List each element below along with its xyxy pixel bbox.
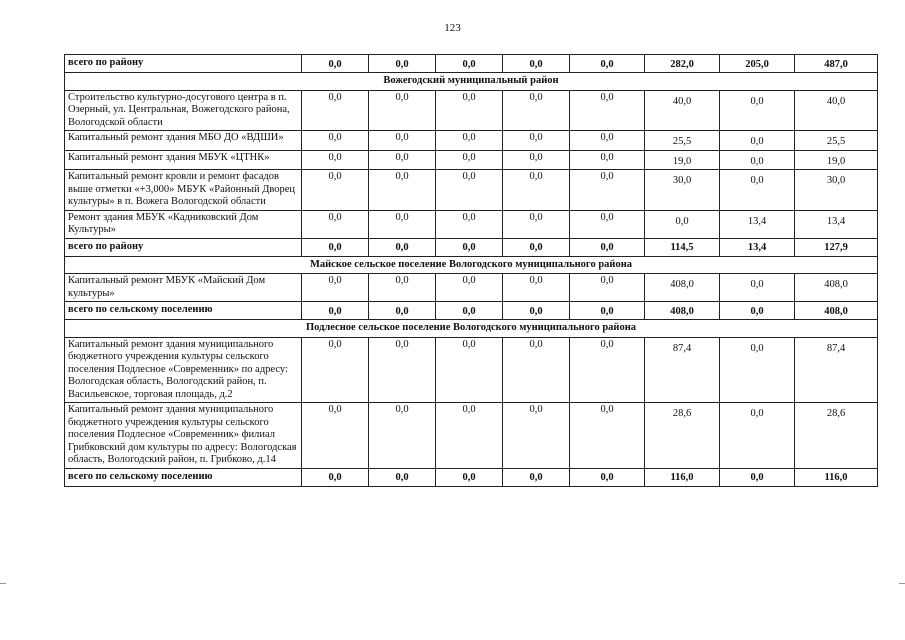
item-name: Капитальный ремонт здания муниципального бюджетного учреждения культуры сельского поселения Подлесное «Современник» по адресу: Вологодская область, Вологодский район, п. Васильевское, торговая площадь, д.2 bbox=[65, 337, 302, 403]
value-text: 0,0 bbox=[462, 58, 476, 70]
value-cell-col-8 bbox=[795, 403, 878, 469]
value-text: 0,0 bbox=[600, 305, 614, 317]
value-cell-col-3 bbox=[436, 90, 503, 131]
value-cell-col-7 bbox=[720, 337, 795, 403]
value-text: 0,0 bbox=[529, 472, 543, 483]
section-header-row bbox=[65, 320, 878, 338]
value-cell-col-4 bbox=[503, 274, 570, 302]
value-text: 13,4 bbox=[826, 215, 846, 227]
value-cell-col-5 bbox=[570, 274, 645, 302]
value-text: 0,0 bbox=[395, 58, 409, 70]
value-cell-col-7 bbox=[720, 210, 795, 238]
value-cell-col-1 bbox=[302, 131, 369, 151]
value-text: 0,0 bbox=[529, 171, 543, 182]
value-cell-col-4 bbox=[503, 238, 570, 256]
value-cell-col-7 bbox=[720, 170, 795, 211]
value-text: 0,0 bbox=[328, 211, 342, 223]
value-text: 25,5 bbox=[826, 136, 846, 147]
value-cell-col-5 bbox=[570, 170, 645, 211]
value-text: 0,0 bbox=[328, 151, 342, 163]
value-text: 0,0 bbox=[750, 342, 764, 354]
total-label: всего по району bbox=[65, 55, 302, 73]
value-text: 0,0 bbox=[600, 211, 614, 223]
value-cell-col-4 bbox=[503, 403, 570, 469]
value-text: 0,0 bbox=[328, 171, 342, 182]
value-cell-col-4 bbox=[503, 90, 570, 131]
value-text: 28,6 bbox=[672, 408, 692, 419]
value-text: 30,0 bbox=[826, 175, 846, 186]
value-cell-col-8 bbox=[795, 131, 878, 151]
value-cell-col-2 bbox=[369, 403, 436, 469]
crop-mark-right bbox=[899, 583, 905, 584]
value-cell-col-1 bbox=[302, 170, 369, 211]
value-text: 0,0 bbox=[328, 338, 342, 350]
value-text: 0,0 bbox=[462, 151, 476, 163]
value-text: 0,0 bbox=[600, 242, 614, 253]
value-cell-col-6 bbox=[645, 210, 720, 238]
value-cell-col-1 bbox=[302, 302, 369, 320]
value-cell-col-6 bbox=[645, 337, 720, 403]
table-row bbox=[65, 170, 878, 211]
value-text: 19,0 bbox=[672, 155, 692, 167]
value-cell-col-1 bbox=[302, 90, 369, 131]
value-text: 0,0 bbox=[462, 171, 476, 182]
value-cell-col-3 bbox=[436, 274, 503, 302]
item-name: Капитальный ремонт здания МБО ДО «ВДШИ» bbox=[65, 131, 302, 151]
value-cell-col-5 bbox=[570, 403, 645, 469]
value-text: 87,4 bbox=[672, 342, 692, 354]
total-row bbox=[65, 238, 878, 256]
total-row bbox=[65, 468, 878, 486]
value-cell-col-8 bbox=[795, 468, 878, 486]
value-text: 0,0 bbox=[600, 404, 614, 415]
value-text: 0,0 bbox=[600, 171, 614, 182]
value-cell-col-6 bbox=[645, 302, 720, 320]
value-text: 0,0 bbox=[462, 472, 476, 483]
value-cell-col-3 bbox=[436, 403, 503, 469]
value-text: 0,0 bbox=[462, 91, 476, 103]
value-text: 0,0 bbox=[600, 58, 614, 70]
value-cell-col-1 bbox=[302, 468, 369, 486]
value-cell-col-1 bbox=[302, 210, 369, 238]
value-text: 87,4 bbox=[826, 342, 846, 354]
value-cell-col-4 bbox=[503, 468, 570, 486]
value-cell-col-2 bbox=[369, 210, 436, 238]
value-cell-col-8 bbox=[795, 150, 878, 170]
value-cell-col-7 bbox=[720, 403, 795, 469]
value-text: 0,0 bbox=[328, 58, 342, 70]
value-cell-col-5 bbox=[570, 468, 645, 486]
value-cell-col-6 bbox=[645, 274, 720, 302]
value-cell-col-8 bbox=[795, 210, 878, 238]
value-cell-col-1 bbox=[302, 55, 369, 73]
item-name: Строительство культурно-досугового центра в п. Озерный, ул. Центральная, Вожегодского района, Вологодской области bbox=[65, 90, 302, 131]
value-cell-col-5 bbox=[570, 131, 645, 151]
value-cell-col-7 bbox=[720, 468, 795, 486]
value-cell-col-1 bbox=[302, 403, 369, 469]
value-text: 0,0 bbox=[395, 132, 409, 143]
value-text: 0,0 bbox=[395, 151, 409, 163]
value-text: 408,0 bbox=[670, 305, 694, 317]
value-text: 0,0 bbox=[395, 171, 409, 182]
value-cell-col-6 bbox=[645, 55, 720, 73]
budget-table bbox=[64, 54, 878, 487]
value-text: 114,5 bbox=[670, 242, 694, 253]
value-text: 0,0 bbox=[395, 305, 409, 317]
value-text: 13,4 bbox=[747, 215, 767, 227]
table-row bbox=[65, 210, 878, 238]
value-cell-col-3 bbox=[436, 468, 503, 486]
value-text: 0,0 bbox=[600, 338, 614, 350]
value-text: 19,0 bbox=[826, 155, 846, 167]
page-number: 123 bbox=[444, 22, 461, 34]
item-name: Капитальный ремонт МБУК «Майский Дом культуры» bbox=[65, 274, 302, 302]
value-cell-col-4 bbox=[503, 55, 570, 73]
value-text: 0,0 bbox=[395, 404, 409, 415]
value-text: 0,0 bbox=[328, 472, 342, 483]
value-text: 0,0 bbox=[529, 305, 543, 317]
value-cell-col-5 bbox=[570, 55, 645, 73]
value-text: 0,0 bbox=[328, 404, 342, 415]
value-cell-col-5 bbox=[570, 238, 645, 256]
value-text: 0,0 bbox=[395, 472, 409, 483]
value-text: 0,0 bbox=[529, 132, 543, 143]
value-cell-col-3 bbox=[436, 210, 503, 238]
value-text: 0,0 bbox=[750, 136, 764, 147]
value-cell-col-2 bbox=[369, 274, 436, 302]
value-text: 0,0 bbox=[462, 404, 476, 415]
value-cell-col-5 bbox=[570, 150, 645, 170]
table-row bbox=[65, 274, 878, 302]
value-cell-col-2 bbox=[369, 337, 436, 403]
total-label: всего по сельскому поселению bbox=[65, 468, 302, 486]
item-name: Капитальный ремонт кровли и ремонт фасадов выше отметки «+3,000» МБУК «Районный Дворец культуры» в п. Вожега Вологодской области bbox=[65, 170, 302, 211]
value-cell-col-2 bbox=[369, 55, 436, 73]
value-text: 487,0 bbox=[824, 58, 848, 70]
value-text: 0,0 bbox=[462, 275, 476, 286]
value-cell-col-7 bbox=[720, 302, 795, 320]
value-text: 0,0 bbox=[600, 275, 614, 286]
value-text: 408,0 bbox=[670, 279, 694, 290]
value-cell-col-8 bbox=[795, 55, 878, 73]
value-text: 0,0 bbox=[529, 91, 543, 103]
value-cell-col-4 bbox=[503, 302, 570, 320]
value-text: 0,0 bbox=[462, 132, 476, 143]
value-cell-col-6 bbox=[645, 403, 720, 469]
value-cell-col-3 bbox=[436, 150, 503, 170]
value-text: 0,0 bbox=[395, 91, 409, 103]
value-cell-col-7 bbox=[720, 90, 795, 131]
value-text: 116,0 bbox=[824, 472, 848, 483]
section-header-row bbox=[65, 73, 878, 91]
table-row bbox=[65, 337, 878, 403]
value-cell-col-1 bbox=[302, 238, 369, 256]
item-name: Ремонт здания МБУК «Кадниковский Дом Культуры» bbox=[65, 210, 302, 238]
value-cell-col-5 bbox=[570, 90, 645, 131]
value-cell-col-8 bbox=[795, 90, 878, 131]
value-cell-col-8 bbox=[795, 170, 878, 211]
value-text: 282,0 bbox=[670, 58, 694, 70]
value-cell-col-4 bbox=[503, 210, 570, 238]
value-cell-col-6 bbox=[645, 468, 720, 486]
value-cell-col-5 bbox=[570, 302, 645, 320]
value-cell-col-7 bbox=[720, 150, 795, 170]
value-text: 127,9 bbox=[824, 242, 848, 253]
value-text: 0,0 bbox=[750, 95, 764, 107]
value-text: 0,0 bbox=[750, 279, 764, 290]
value-cell-col-4 bbox=[503, 131, 570, 151]
value-cell-col-4 bbox=[503, 170, 570, 211]
value-cell-col-3 bbox=[436, 170, 503, 211]
value-text: 0,0 bbox=[529, 275, 543, 286]
value-text: 0,0 bbox=[328, 242, 342, 253]
value-cell-col-1 bbox=[302, 274, 369, 302]
value-cell-col-4 bbox=[503, 150, 570, 170]
value-text: 0,0 bbox=[328, 305, 342, 317]
value-cell-col-3 bbox=[436, 238, 503, 256]
value-text: 0,0 bbox=[462, 338, 476, 350]
value-cell-col-2 bbox=[369, 150, 436, 170]
value-cell-col-2 bbox=[369, 170, 436, 211]
value-cell-col-6 bbox=[645, 131, 720, 151]
value-text: 0,0 bbox=[395, 275, 409, 286]
section-title: Подлесное сельское поселение Вологодского муниципального района bbox=[65, 320, 878, 338]
value-text: 0,0 bbox=[529, 151, 543, 163]
item-name: Капитальный ремонт здания МБУК «ЦТНК» bbox=[65, 150, 302, 170]
value-cell-col-8 bbox=[795, 238, 878, 256]
value-cell-col-7 bbox=[720, 131, 795, 151]
section-header-row bbox=[65, 256, 878, 274]
value-text: 0,0 bbox=[600, 472, 614, 483]
value-text: 0,0 bbox=[529, 404, 543, 415]
value-cell-col-7 bbox=[720, 238, 795, 256]
total-label: всего по сельскому поселению bbox=[65, 302, 302, 320]
value-text: 40,0 bbox=[672, 95, 692, 107]
value-cell-col-5 bbox=[570, 337, 645, 403]
value-text: 0,0 bbox=[462, 305, 476, 317]
value-text: 0,0 bbox=[600, 132, 614, 143]
value-cell-col-4 bbox=[503, 337, 570, 403]
value-text: 25,5 bbox=[672, 136, 692, 147]
total-row bbox=[65, 302, 878, 320]
value-cell-col-1 bbox=[302, 150, 369, 170]
value-text: 0,0 bbox=[750, 175, 764, 186]
table-row bbox=[65, 403, 878, 469]
value-text: 0,0 bbox=[750, 305, 764, 317]
value-text: 0,0 bbox=[600, 91, 614, 103]
value-text: 0,0 bbox=[750, 408, 764, 419]
value-cell-col-7 bbox=[720, 274, 795, 302]
section-title: Вожегодский муниципальный район bbox=[65, 73, 878, 91]
value-cell-col-2 bbox=[369, 131, 436, 151]
value-text: 0,0 bbox=[395, 211, 409, 223]
value-cell-col-7 bbox=[720, 55, 795, 73]
crop-mark-left bbox=[0, 583, 6, 584]
value-text: 0,0 bbox=[395, 338, 409, 350]
value-text: 0,0 bbox=[395, 242, 409, 253]
value-text: 0,0 bbox=[600, 151, 614, 163]
value-text: 408,0 bbox=[824, 305, 848, 317]
value-text: 30,0 bbox=[672, 175, 692, 186]
value-text: 0,0 bbox=[529, 242, 543, 253]
section-title: Майское сельское поселение Вологодского муниципального района bbox=[65, 256, 878, 274]
value-cell-col-6 bbox=[645, 238, 720, 256]
value-cell-col-8 bbox=[795, 274, 878, 302]
value-cell-col-3 bbox=[436, 302, 503, 320]
value-text: 0,0 bbox=[675, 215, 689, 227]
value-text: 13,4 bbox=[747, 242, 767, 253]
value-text: 0,0 bbox=[328, 132, 342, 143]
value-text: 40,0 bbox=[826, 95, 846, 107]
value-text: 0,0 bbox=[462, 211, 476, 223]
value-text: 28,6 bbox=[826, 408, 846, 419]
table-row bbox=[65, 150, 878, 170]
value-cell-col-8 bbox=[795, 337, 878, 403]
value-cell-col-5 bbox=[570, 210, 645, 238]
value-text: 0,0 bbox=[529, 338, 543, 350]
value-cell-col-8 bbox=[795, 302, 878, 320]
value-cell-col-6 bbox=[645, 90, 720, 131]
value-cell-col-3 bbox=[436, 131, 503, 151]
value-cell-col-1 bbox=[302, 337, 369, 403]
total-row bbox=[65, 55, 878, 73]
value-text: 205,0 bbox=[745, 58, 769, 70]
value-cell-col-3 bbox=[436, 55, 503, 73]
table-row bbox=[65, 131, 878, 151]
value-text: 408,0 bbox=[824, 279, 848, 290]
value-cell-col-6 bbox=[645, 150, 720, 170]
value-text: 0,0 bbox=[529, 58, 543, 70]
value-cell-col-2 bbox=[369, 302, 436, 320]
value-cell-col-2 bbox=[369, 90, 436, 131]
value-cell-col-2 bbox=[369, 238, 436, 256]
value-text: 116,0 bbox=[670, 472, 694, 483]
item-name: Капитальный ремонт здания муниципального бюджетного учреждения культуры сельского поселения Подлесное «Современник» филиал Грибковский дом культуры по адресу: Вологодская область, Вологодский район, п. Грибково, д.14 bbox=[65, 403, 302, 469]
value-cell-col-6 bbox=[645, 170, 720, 211]
value-text: 0,0 bbox=[462, 242, 476, 253]
value-text: 0,0 bbox=[750, 155, 764, 167]
table-row bbox=[65, 90, 878, 131]
value-text: 0,0 bbox=[529, 211, 543, 223]
value-cell-col-3 bbox=[436, 337, 503, 403]
value-cell-col-2 bbox=[369, 468, 436, 486]
value-text: 0,0 bbox=[328, 275, 342, 286]
total-label: всего по району bbox=[65, 238, 302, 256]
value-text: 0,0 bbox=[750, 472, 764, 483]
value-text: 0,0 bbox=[328, 91, 342, 103]
